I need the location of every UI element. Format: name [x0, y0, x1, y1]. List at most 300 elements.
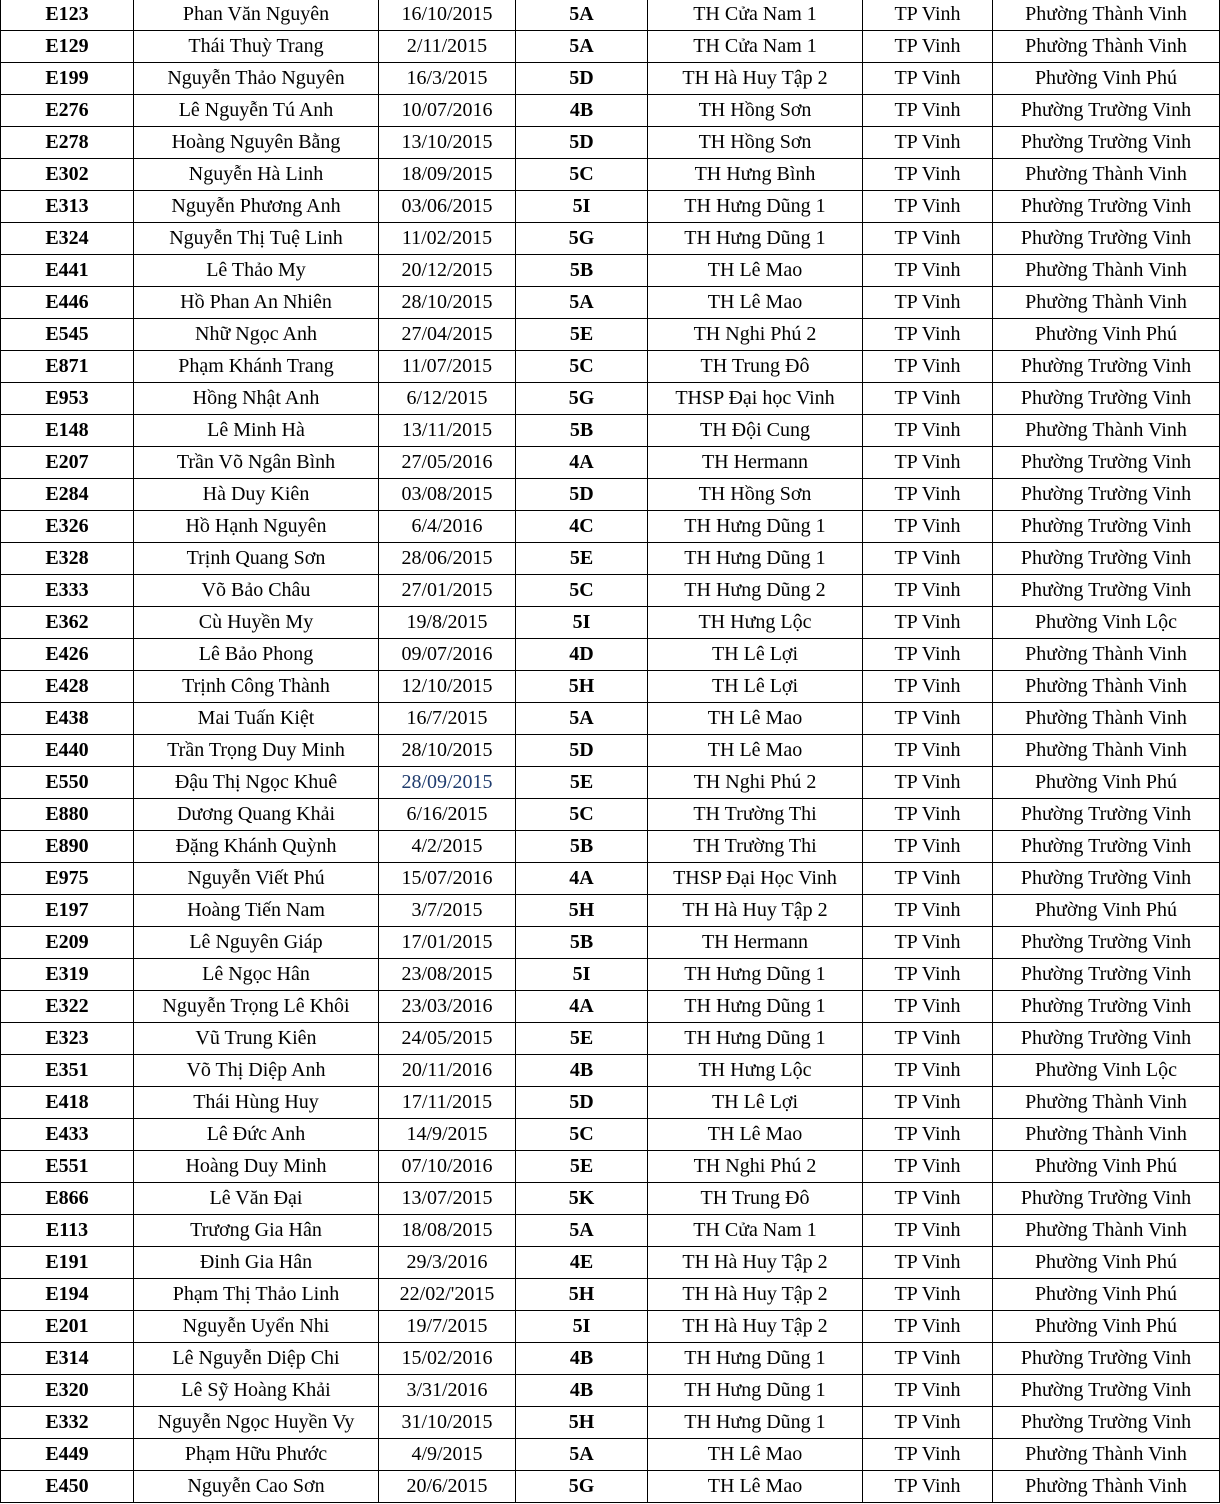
city-cell: TP Vinh	[863, 831, 993, 863]
birth-date-cell: 13/07/2015	[379, 1183, 516, 1215]
table-row	[1, 159, 1220, 191]
student-id-cell: E545	[1, 319, 134, 351]
student-id-cell: E866	[1, 1183, 134, 1215]
class-cell: 5A	[516, 703, 648, 735]
birth-date-cell: 2/11/2015	[379, 31, 516, 63]
school-cell: TH Hà Huy Tập 2	[648, 1279, 863, 1311]
class-cell: 5G	[516, 383, 648, 415]
ward-cell: Phường Trường Vinh	[993, 831, 1220, 863]
student-id-cell: E320	[1, 1375, 134, 1407]
school-cell: TH Cửa Nam 1	[648, 1215, 863, 1247]
table-row	[1, 31, 1220, 63]
school-cell: TH Lê Mao	[648, 1471, 863, 1503]
class-cell: 5H	[516, 671, 648, 703]
student-id-cell: E890	[1, 831, 134, 863]
birth-date-cell: 28/10/2015	[379, 287, 516, 319]
birth-date-cell: 03/08/2015	[379, 479, 516, 511]
city-cell: TP Vinh	[863, 543, 993, 575]
birth-date-cell: 23/03/2016	[379, 991, 516, 1023]
city-cell: TP Vinh	[863, 575, 993, 607]
student-id-cell: E953	[1, 383, 134, 415]
student-id-cell: E332	[1, 1407, 134, 1439]
student-id-cell: E426	[1, 639, 134, 671]
city-cell: TP Vinh	[863, 1087, 993, 1119]
table-row	[1, 1311, 1220, 1343]
school-cell: TH Hưng Lộc	[648, 1055, 863, 1087]
class-cell: 5C	[516, 575, 648, 607]
city-cell: TP Vinh	[863, 95, 993, 127]
birth-date-cell: 16/3/2015	[379, 63, 516, 95]
class-cell: 4E	[516, 1247, 648, 1279]
class-cell: 5A	[516, 1215, 648, 1247]
class-cell: 5H	[516, 1407, 648, 1439]
birth-date-cell: 6/16/2015	[379, 799, 516, 831]
student-name-cell: Nguyễn Cao Sơn	[134, 1471, 379, 1503]
birth-date-cell: 10/07/2016	[379, 95, 516, 127]
ward-cell: Phường Thành Vinh	[993, 415, 1220, 447]
class-cell: 5B	[516, 927, 648, 959]
ward-cell: Phường Thành Vinh	[993, 639, 1220, 671]
birth-date-cell: 3/31/2016	[379, 1375, 516, 1407]
table-row	[1, 95, 1220, 127]
city-cell: TP Vinh	[863, 863, 993, 895]
class-cell: 4B	[516, 95, 648, 127]
table-row	[1, 479, 1220, 511]
birth-date-cell: 07/10/2016	[379, 1151, 516, 1183]
student-id-cell: E438	[1, 703, 134, 735]
table-row	[1, 415, 1220, 447]
student-name-cell: Phạm Thị Thảo Linh	[134, 1279, 379, 1311]
city-cell: TP Vinh	[863, 287, 993, 319]
table-row	[1, 1087, 1220, 1119]
birth-date-cell: 6/12/2015	[379, 383, 516, 415]
city-cell: TP Vinh	[863, 447, 993, 479]
school-cell: TH Hưng Dũng 1	[648, 223, 863, 255]
class-cell: 5I	[516, 607, 648, 639]
city-cell: TP Vinh	[863, 159, 993, 191]
student-id-cell: E324	[1, 223, 134, 255]
student-name-cell: Mai Tuấn Kiệt	[134, 703, 379, 735]
birth-date-cell: 4/2/2015	[379, 831, 516, 863]
class-cell: 5I	[516, 191, 648, 223]
school-cell: TH Hưng Bình	[648, 159, 863, 191]
ward-cell: Phường Thành Vinh	[993, 255, 1220, 287]
birth-date-cell: 11/02/2015	[379, 223, 516, 255]
school-cell: TH Hà Huy Tập 2	[648, 895, 863, 927]
ward-cell: Phường Trường Vinh	[993, 1343, 1220, 1375]
table-row	[1, 1023, 1220, 1055]
city-cell: TP Vinh	[863, 351, 993, 383]
class-cell: 5A	[516, 31, 648, 63]
birth-date-cell: 20/11/2016	[379, 1055, 516, 1087]
student-id-cell: E550	[1, 767, 134, 799]
table-row	[1, 543, 1220, 575]
ward-cell: Phường Vinh Phú	[993, 895, 1220, 927]
table-row	[1, 1183, 1220, 1215]
student-name-cell: Phan Văn Nguyên	[134, 0, 379, 31]
city-cell: TP Vinh	[863, 735, 993, 767]
birth-date-cell: 12/10/2015	[379, 671, 516, 703]
student-name-cell: Nguyễn Trọng Lê Khôi	[134, 991, 379, 1023]
table-row	[1, 1471, 1220, 1503]
birth-date-cell: 20/6/2015	[379, 1471, 516, 1503]
student-name-cell: Trần Trọng Duy Minh	[134, 735, 379, 767]
class-cell: 5H	[516, 895, 648, 927]
city-cell: TP Vinh	[863, 415, 993, 447]
birth-date-cell: 28/06/2015	[379, 543, 516, 575]
student-id-cell: E276	[1, 95, 134, 127]
city-cell: TP Vinh	[863, 0, 993, 31]
birth-date-cell: 18/08/2015	[379, 1215, 516, 1247]
table-row	[1, 1215, 1220, 1247]
table-row	[1, 1439, 1220, 1471]
birth-date-cell: 24/05/2015	[379, 1023, 516, 1055]
city-cell: TP Vinh	[863, 799, 993, 831]
student-name-cell: Lê Nguyên Giáp	[134, 927, 379, 959]
birth-date-cell: 19/8/2015	[379, 607, 516, 639]
student-id-cell: E333	[1, 575, 134, 607]
birth-date-cell: 18/09/2015	[379, 159, 516, 191]
table-row	[1, 1151, 1220, 1183]
class-cell: 4B	[516, 1055, 648, 1087]
school-cell: TH Trung Đô	[648, 351, 863, 383]
student-name-cell: Lê Sỹ Hoàng Khải	[134, 1375, 379, 1407]
class-cell: 5E	[516, 319, 648, 351]
city-cell: TP Vinh	[863, 703, 993, 735]
student-id-cell: E326	[1, 511, 134, 543]
table-row	[1, 0, 1220, 31]
school-cell: TH Lê Mao	[648, 287, 863, 319]
city-cell: TP Vinh	[863, 1343, 993, 1375]
city-cell: TP Vinh	[863, 959, 993, 991]
ward-cell: Phường Vinh Lộc	[993, 1055, 1220, 1087]
class-cell: 5I	[516, 1311, 648, 1343]
city-cell: TP Vinh	[863, 1407, 993, 1439]
ward-cell: Phường Trường Vinh	[993, 351, 1220, 383]
student-id-cell: E314	[1, 1343, 134, 1375]
table-row	[1, 831, 1220, 863]
table-row	[1, 927, 1220, 959]
table-row	[1, 287, 1220, 319]
city-cell: TP Vinh	[863, 255, 993, 287]
student-id-cell: E433	[1, 1119, 134, 1151]
ward-cell: Phường Thành Vinh	[993, 703, 1220, 735]
school-cell: TH Lê Mao	[648, 255, 863, 287]
ward-cell: Phường Vinh Phú	[993, 1247, 1220, 1279]
birth-date-cell: 03/06/2015	[379, 191, 516, 223]
student-name-cell: Phạm Hữu Phước	[134, 1439, 379, 1471]
table-row	[1, 607, 1220, 639]
ward-cell: Phường Vinh Lộc	[993, 607, 1220, 639]
student-name-cell: Lê Nguyễn Tú Anh	[134, 95, 379, 127]
city-cell: TP Vinh	[863, 1471, 993, 1503]
school-cell: TH Nghi Phú 2	[648, 319, 863, 351]
school-cell: TH Hà Huy Tập 2	[648, 1311, 863, 1343]
birth-date-cell: 22/02/'2015	[379, 1279, 516, 1311]
table-row	[1, 575, 1220, 607]
student-name-cell: Phạm Khánh Trang	[134, 351, 379, 383]
student-id-cell: E201	[1, 1311, 134, 1343]
class-cell: 5D	[516, 63, 648, 95]
ward-cell: Phường Trường Vinh	[993, 959, 1220, 991]
ward-cell: Phường Trường Vinh	[993, 447, 1220, 479]
student-name-cell: Nguyễn Phương Anh	[134, 191, 379, 223]
student-id-cell: E191	[1, 1247, 134, 1279]
school-cell: TH Lê Mao	[648, 1439, 863, 1471]
city-cell: TP Vinh	[863, 319, 993, 351]
student-id-cell: E418	[1, 1087, 134, 1119]
table-row	[1, 863, 1220, 895]
ward-cell: Phường Trường Vinh	[993, 383, 1220, 415]
class-cell: 5A	[516, 287, 648, 319]
student-name-cell: Nguyễn Hà Linh	[134, 159, 379, 191]
city-cell: TP Vinh	[863, 1439, 993, 1471]
student-name-cell: Cù Huyền My	[134, 607, 379, 639]
ward-cell: Phường Vinh Phú	[993, 1311, 1220, 1343]
student-name-cell: Trần Võ Ngân Bình	[134, 447, 379, 479]
student-name-cell: Lê Thảo My	[134, 255, 379, 287]
student-name-cell: Võ Bảo Châu	[134, 575, 379, 607]
school-cell: THSP Đại Học Vinh	[648, 863, 863, 895]
school-cell: TH Hermann	[648, 447, 863, 479]
ward-cell: Phường Trường Vinh	[993, 927, 1220, 959]
table-row	[1, 799, 1220, 831]
student-name-cell: Nguyễn Viết Phú	[134, 863, 379, 895]
student-name-cell: Lê Bảo Phong	[134, 639, 379, 671]
student-name-cell: Đặng Khánh Quỳnh	[134, 831, 379, 863]
birth-date-cell: 14/9/2015	[379, 1119, 516, 1151]
city-cell: TP Vinh	[863, 1119, 993, 1151]
table-row	[1, 639, 1220, 671]
class-cell: 5E	[516, 1151, 648, 1183]
student-name-cell: Nguyễn Ngọc Huyền Vy	[134, 1407, 379, 1439]
ward-cell: Phường Trường Vinh	[993, 127, 1220, 159]
class-cell: 5H	[516, 1279, 648, 1311]
city-cell: TP Vinh	[863, 1311, 993, 1343]
ward-cell: Phường Vinh Phú	[993, 1151, 1220, 1183]
school-cell: TH Hưng Dũng 1	[648, 1343, 863, 1375]
student-name-cell: Trịnh Quang Sơn	[134, 543, 379, 575]
school-cell: TH Lê Lợi	[648, 639, 863, 671]
school-cell: TH Lê Lợi	[648, 671, 863, 703]
ward-cell: Phường Vinh Phú	[993, 767, 1220, 799]
school-cell: TH Lê Mao	[648, 703, 863, 735]
student-id-cell: E975	[1, 863, 134, 895]
birth-date-cell: 27/01/2015	[379, 575, 516, 607]
school-cell: TH Lê Mao	[648, 735, 863, 767]
table-row	[1, 1279, 1220, 1311]
ward-cell: Phường Trường Vinh	[993, 1407, 1220, 1439]
student-id-cell: E197	[1, 895, 134, 927]
ward-cell: Phường Thành Vinh	[993, 1471, 1220, 1503]
student-name-cell: Dương Quang Khải	[134, 799, 379, 831]
city-cell: TP Vinh	[863, 383, 993, 415]
student-id-cell: E351	[1, 1055, 134, 1087]
student-name-cell: Hà Duy Kiên	[134, 479, 379, 511]
birth-date-cell: 27/05/2016	[379, 447, 516, 479]
ward-cell: Phường Trường Vinh	[993, 863, 1220, 895]
table-row	[1, 319, 1220, 351]
school-cell: TH Nghi Phú 2	[648, 767, 863, 799]
table-row	[1, 223, 1220, 255]
class-cell: 5C	[516, 351, 648, 383]
class-cell: 5A	[516, 0, 648, 31]
student-id-cell: E199	[1, 63, 134, 95]
city-cell: TP Vinh	[863, 1023, 993, 1055]
student-id-cell: E871	[1, 351, 134, 383]
ward-cell: Phường Thành Vinh	[993, 159, 1220, 191]
birth-date-cell: 16/7/2015	[379, 703, 516, 735]
table-row	[1, 1343, 1220, 1375]
birth-date-cell: 15/07/2016	[379, 863, 516, 895]
student-id-cell: E323	[1, 1023, 134, 1055]
ward-cell: Phường Trường Vinh	[993, 223, 1220, 255]
school-cell: THSP Đại học Vinh	[648, 383, 863, 415]
table-row	[1, 127, 1220, 159]
ward-cell: Phường Vinh Phú	[993, 1279, 1220, 1311]
student-id-cell: E123	[1, 0, 134, 31]
ward-cell: Phường Trường Vinh	[993, 799, 1220, 831]
student-name-cell: Vũ Trung Kiên	[134, 1023, 379, 1055]
birth-date-cell: 13/11/2015	[379, 415, 516, 447]
student-name-cell: Lê Đức Anh	[134, 1119, 379, 1151]
table-row	[1, 511, 1220, 543]
birth-date-cell: 16/10/2015	[379, 0, 516, 31]
class-cell: 5I	[516, 959, 648, 991]
student-id-cell: E302	[1, 159, 134, 191]
birth-date-cell: 13/10/2015	[379, 127, 516, 159]
city-cell: TP Vinh	[863, 1183, 993, 1215]
birth-date-cell: 17/01/2015	[379, 927, 516, 959]
table-row	[1, 191, 1220, 223]
student-id-cell: E449	[1, 1439, 134, 1471]
student-name-cell: Trịnh Công Thành	[134, 671, 379, 703]
city-cell: TP Vinh	[863, 607, 993, 639]
class-cell: 4B	[516, 1375, 648, 1407]
school-cell: TH Hồng Sơn	[648, 127, 863, 159]
school-cell: TH Đội Cung	[648, 415, 863, 447]
class-cell: 4A	[516, 863, 648, 895]
ward-cell: Phường Thành Vinh	[993, 287, 1220, 319]
class-cell: 5C	[516, 159, 648, 191]
city-cell: TP Vinh	[863, 767, 993, 799]
ward-cell: Phường Thành Vinh	[993, 735, 1220, 767]
city-cell: TP Vinh	[863, 479, 993, 511]
ward-cell: Phường Trường Vinh	[993, 479, 1220, 511]
ward-cell: Phường Trường Vinh	[993, 1375, 1220, 1407]
class-cell: 5C	[516, 1119, 648, 1151]
birth-date-cell: 6/4/2016	[379, 511, 516, 543]
school-cell: TH Cửa Nam 1	[648, 0, 863, 31]
city-cell: TP Vinh	[863, 511, 993, 543]
school-cell: TH Hà Huy Tập 2	[648, 63, 863, 95]
school-cell: TH Hưng Dũng 1	[648, 191, 863, 223]
student-name-cell: Hoàng Duy Minh	[134, 1151, 379, 1183]
class-cell: 5E	[516, 767, 648, 799]
student-id-cell: E446	[1, 287, 134, 319]
student-id-cell: E450	[1, 1471, 134, 1503]
table-row	[1, 671, 1220, 703]
student-id-cell: E148	[1, 415, 134, 447]
city-cell: TP Vinh	[863, 671, 993, 703]
student-name-cell: Nguyễn Uyển Nhi	[134, 1311, 379, 1343]
city-cell: TP Vinh	[863, 191, 993, 223]
city-cell: TP Vinh	[863, 927, 993, 959]
ward-cell: Phường Trường Vinh	[993, 191, 1220, 223]
class-cell: 5D	[516, 127, 648, 159]
table-row	[1, 1375, 1220, 1407]
city-cell: TP Vinh	[863, 895, 993, 927]
school-cell: TH Hưng Dũng 2	[648, 575, 863, 607]
student-id-cell: E441	[1, 255, 134, 287]
table-row	[1, 703, 1220, 735]
table-row	[1, 1247, 1220, 1279]
school-cell: TH Nghi Phú 2	[648, 1151, 863, 1183]
ward-cell: Phường Trường Vinh	[993, 575, 1220, 607]
student-name-cell: Võ Thị Diệp Anh	[134, 1055, 379, 1087]
class-cell: 5D	[516, 1087, 648, 1119]
table-body	[1, 0, 1220, 1503]
ward-cell: Phường Thành Vinh	[993, 1439, 1220, 1471]
table-row	[1, 735, 1220, 767]
table-row	[1, 447, 1220, 479]
ward-cell: Phường Thành Vinh	[993, 671, 1220, 703]
school-cell: TH Hưng Dũng 1	[648, 991, 863, 1023]
table-row	[1, 895, 1220, 927]
city-cell: TP Vinh	[863, 31, 993, 63]
ward-cell: Phường Trường Vinh	[993, 543, 1220, 575]
class-cell: 4A	[516, 991, 648, 1023]
class-cell: 5D	[516, 735, 648, 767]
city-cell: TP Vinh	[863, 1279, 993, 1311]
student-name-cell: Lê Ngọc Hân	[134, 959, 379, 991]
student-name-cell: Hồ Phan An Nhiên	[134, 287, 379, 319]
ward-cell: Phường Trường Vinh	[993, 1023, 1220, 1055]
ward-cell: Phường Thành Vinh	[993, 0, 1220, 31]
birth-date-cell: 4/9/2015	[379, 1439, 516, 1471]
ward-cell: Phường Thành Vinh	[993, 1119, 1220, 1151]
school-cell: TH Hưng Lộc	[648, 607, 863, 639]
ward-cell: Phường Thành Vinh	[993, 1087, 1220, 1119]
ward-cell: Phường Thành Vinh	[993, 31, 1220, 63]
birth-date-cell: 09/07/2016	[379, 639, 516, 671]
class-cell: 4C	[516, 511, 648, 543]
student-name-cell: Nguyễn Thảo Nguyên	[134, 63, 379, 95]
school-cell: TH Trường Thi	[648, 831, 863, 863]
birth-date-cell: 31/10/2015	[379, 1407, 516, 1439]
school-cell: TH Hưng Dũng 1	[648, 1375, 863, 1407]
class-cell: 5B	[516, 831, 648, 863]
student-name-cell: Nhữ Ngọc Anh	[134, 319, 379, 351]
school-cell: TH Hưng Dũng 1	[648, 543, 863, 575]
city-cell: TP Vinh	[863, 1375, 993, 1407]
student-name-cell: Thái Hùng Huy	[134, 1087, 379, 1119]
class-cell: 5B	[516, 255, 648, 287]
city-cell: TP Vinh	[863, 127, 993, 159]
ward-cell: Phường Trường Vinh	[993, 95, 1220, 127]
student-id-cell: E328	[1, 543, 134, 575]
city-cell: TP Vinh	[863, 1151, 993, 1183]
school-cell: TH Hà Huy Tập 2	[648, 1247, 863, 1279]
student-id-cell: E113	[1, 1215, 134, 1247]
table-row	[1, 1119, 1220, 1151]
student-id-cell: E880	[1, 799, 134, 831]
student-name-cell: Thái Thuỳ Trang	[134, 31, 379, 63]
city-cell: TP Vinh	[863, 1215, 993, 1247]
student-name-cell: Đinh Gia Hân	[134, 1247, 379, 1279]
school-cell: TH Hưng Dũng 1	[648, 959, 863, 991]
school-cell: TH Trung Đô	[648, 1183, 863, 1215]
